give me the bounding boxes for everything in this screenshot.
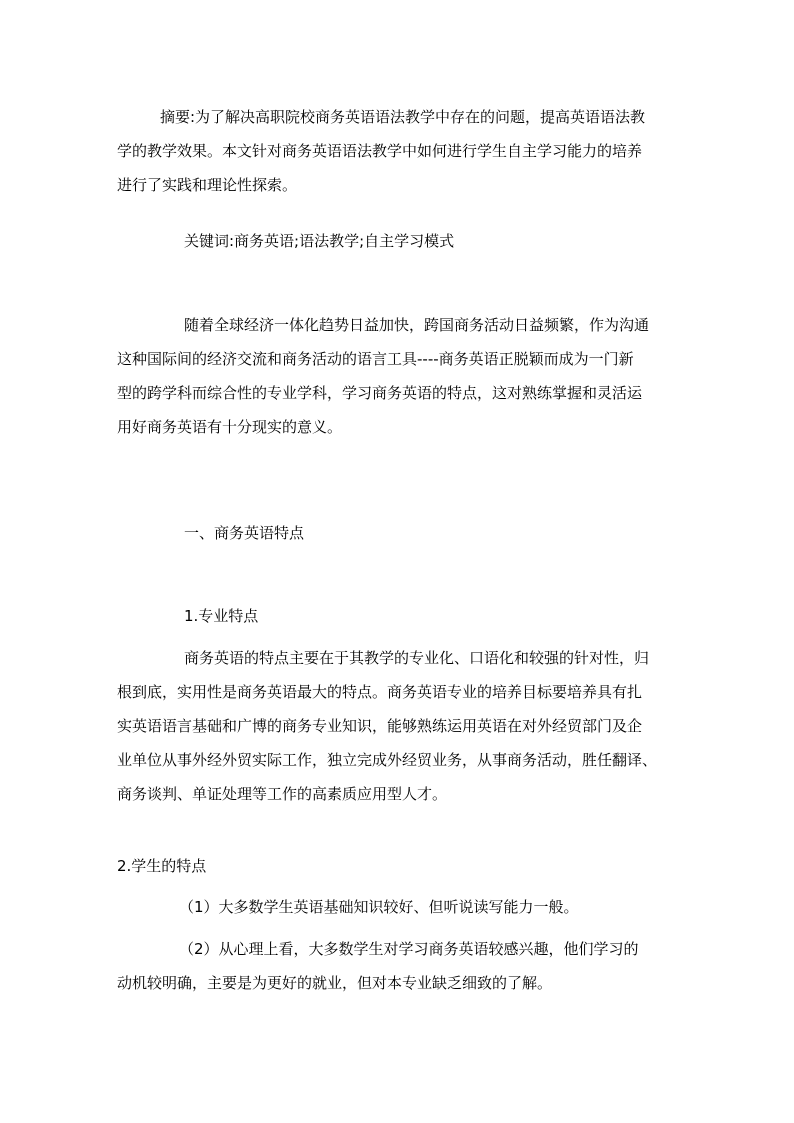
subsection-2-title: 2.学生的特点 <box>117 857 207 875</box>
abstract-paragraph <box>117 100 679 202</box>
section-1-title: 一、商务英语特点 <box>184 524 305 542</box>
subsection-2-item-1 <box>117 890 679 924</box>
subsection-1-line-5: 商务谈判、单证处理等工作的高素质应用型人才。 <box>117 785 448 803</box>
abstract-line-3: 进行了实践和理论性探索。 <box>117 176 298 194</box>
section-1-heading <box>117 516 679 550</box>
subsection-2-item-2-line-2: 动机较明确，主要是为更好的就业，但对本专业缺乏细致的了解。 <box>117 974 553 992</box>
subsection-1-paragraph <box>117 641 679 811</box>
subsection-1-line-3: 实英语语言基础和广博的商务专业知识，能够熟练运用英语在对外经贸部门及企 <box>117 717 643 735</box>
intro-line-1: 随着全球经济一体化趋势日益加快，跨国商务活动日益频繁，作为沟通 <box>184 316 650 334</box>
subsection-1-line-1: 商务英语的特点主要在于其教学的专业化、口语化和较强的针对性，归 <box>184 649 650 667</box>
subsection-1-title: 1.专业特点 <box>184 607 259 625</box>
subsection-2-heading <box>117 849 679 883</box>
intro-line-3: 型的跨学科而综合性的专业学科，学习商务英语的特点，这对熟练掌握和灵活运 <box>117 384 643 402</box>
abstract-line-2: 学的教学效果。本文针对商务英语语法教学中如何进行学生自主学习能力的培养 <box>117 142 643 160</box>
subsection-2-item-1-line: （1）大多数学生英语基础知识较好、但听说读写能力一般。 <box>179 898 579 916</box>
intro-line-4: 用好商务英语有十分现实的意义。 <box>117 418 343 436</box>
intro-paragraph <box>117 308 679 444</box>
subsection-2-item-2 <box>117 932 679 1000</box>
abstract-line-1: 摘要:为了解决高职院校商务英语语法教学中存在的问题，提高英语语法教 <box>160 108 646 126</box>
subsection-1-line-4: 业单位从事外经外贸实际工作，独立完成外经贸业务，从事商务活动，胜任翻译、 <box>117 751 658 769</box>
subsection-1-heading <box>117 599 679 633</box>
keywords-line: 关键词:商务英语;语法教学;自主学习模式 <box>184 232 455 250</box>
subsection-1-line-2: 根到底，实用性是商务英语最大的特点。商务英语专业的培养目标要培养具有扎 <box>117 683 643 701</box>
intro-line-2: 这种国际间的经济交流和商务活动的语言工具----商务英语正脱颖而成为一门新 <box>117 350 634 368</box>
keywords-paragraph <box>117 224 679 258</box>
subsection-2-item-2-line-1: （2）从心理上看，大多数学生对学习商务英语较感兴趣，他们学习的 <box>179 940 639 958</box>
